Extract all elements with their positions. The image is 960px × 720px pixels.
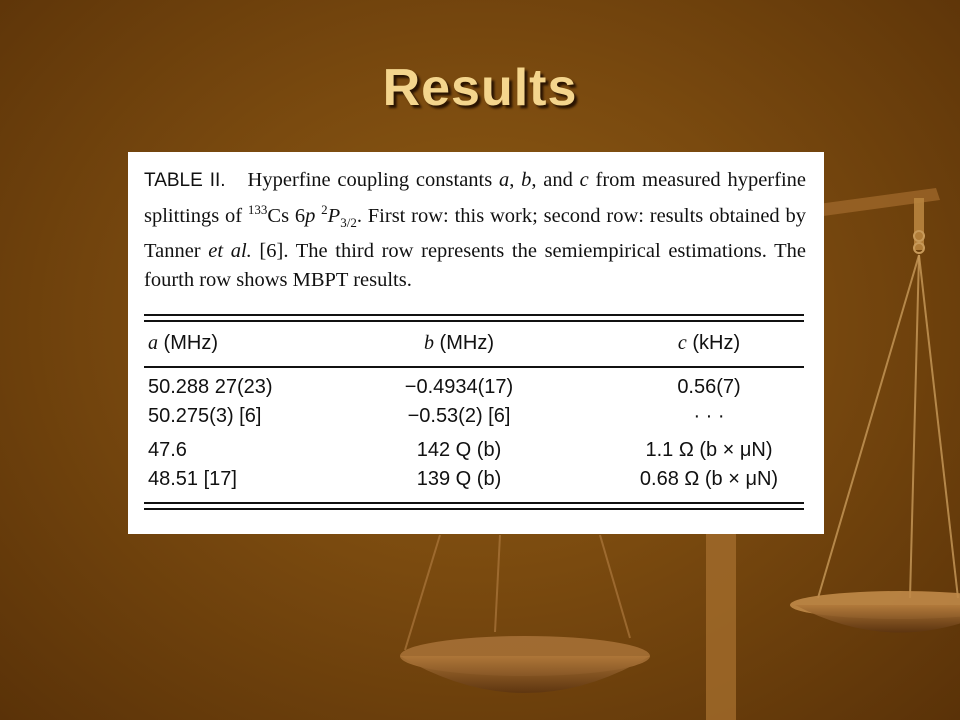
caption-text: Hyperfine coupling constants: [247, 169, 499, 191]
cell-a: 50.275(3) [6]: [148, 405, 262, 427]
cell-b: −0.53(2) [6]: [407, 405, 511, 427]
table-bottom-rule: [144, 502, 804, 504]
table-row: [144, 405, 804, 431]
caption-j-subscript: 3/2: [340, 214, 357, 230]
cell-c: 0.56(7): [677, 376, 741, 398]
cell-b: 139 Q (b): [416, 468, 502, 490]
table-row: [144, 468, 804, 494]
cell-c: · · ·: [693, 405, 725, 427]
header-b: b (MHz): [424, 332, 494, 354]
cell-b: −0.4934(17): [404, 376, 514, 398]
caption-text: from measured hyperfine splittings of: [144, 169, 806, 227]
caption-etal: et al.: [208, 239, 252, 262]
caption-orbital: p: [305, 204, 316, 227]
table-row: [144, 376, 804, 402]
cell-c: 1.1 Ω (b × μN): [645, 439, 773, 461]
table-header-row: [144, 332, 804, 358]
caption-isotope-mass: 133: [247, 202, 268, 217]
table-label: TABLE II.: [144, 170, 226, 191]
table-row: [144, 439, 804, 465]
table-top-rule: [144, 320, 804, 322]
caption-element: Cs 6: [267, 204, 306, 227]
caption-term: P: [327, 204, 341, 227]
cell-a: 48.51 [17]: [148, 468, 237, 490]
table-bottom-rule: [144, 508, 804, 510]
caption-symbol-a: a: [498, 169, 510, 191]
caption-text: . First row: this work; second row: results obtained by Tanner: [144, 204, 806, 262]
caption-text: [6]. The third row represents the semiempirical estimations. The fourth row shows MBPT results.: [144, 239, 806, 291]
cell-a: 47.6: [148, 439, 187, 461]
table-caption: [144, 166, 806, 295]
table-top-rule: [144, 314, 804, 316]
caption-multiplicity: 2: [321, 202, 328, 217]
caption-text: , and: [531, 169, 580, 191]
header-c: c (kHz): [677, 332, 741, 354]
table-header-rule: [144, 366, 804, 368]
cell-a: 50.288 27(23): [148, 376, 273, 398]
caption-symbol-c: c: [579, 169, 589, 191]
caption-symbol-b: b: [521, 169, 532, 191]
cell-c: 0.68 Ω (b × μN): [639, 468, 779, 490]
header-a: a (MHz): [148, 332, 218, 354]
caption-text: ,: [509, 169, 522, 191]
slide-title: Results: [382, 59, 578, 117]
table-figure: [128, 152, 824, 534]
cell-b: 142 Q (b): [416, 439, 502, 461]
